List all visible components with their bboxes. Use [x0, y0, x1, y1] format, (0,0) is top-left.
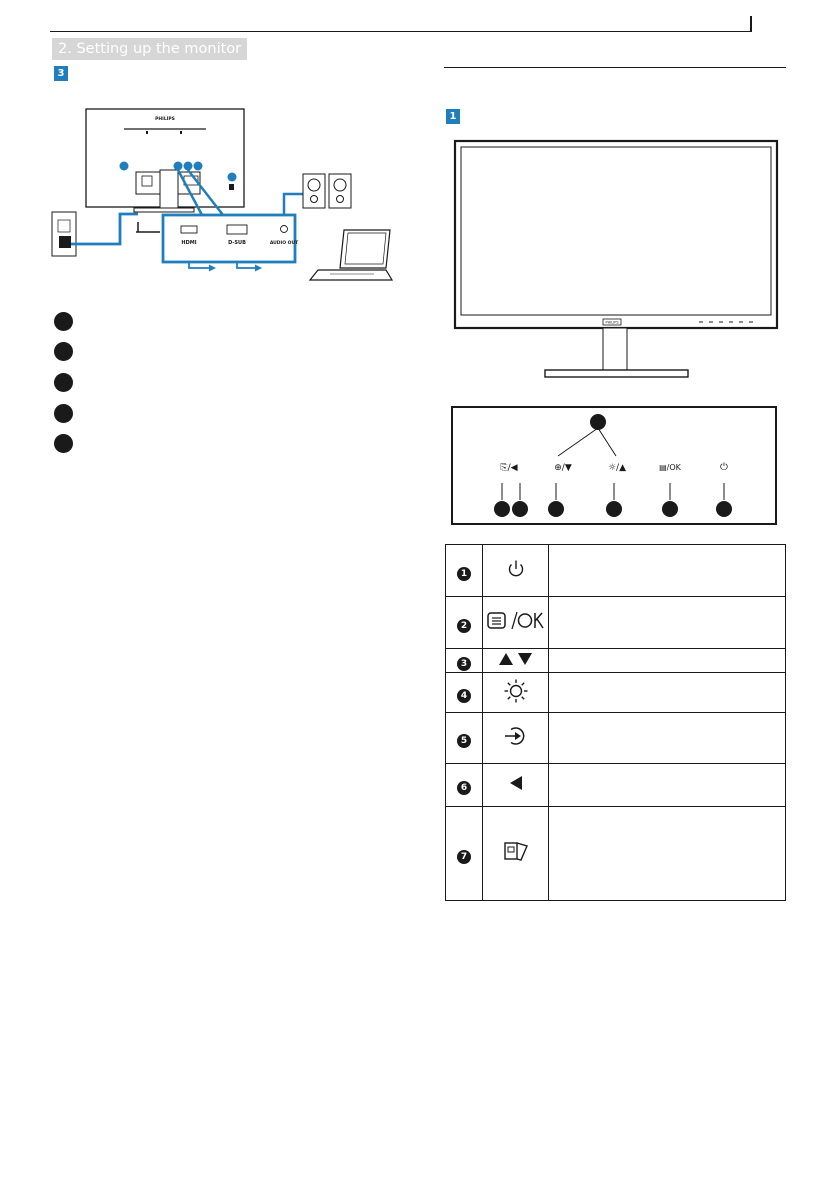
back-icon — [483, 764, 549, 807]
button-label-brightness-up: ☼/▲ — [607, 463, 627, 473]
row-number: 7 — [457, 850, 471, 864]
row-number: 4 — [457, 689, 471, 703]
row-description — [549, 764, 786, 807]
connection-diagram — [48, 104, 408, 304]
table-row — [446, 673, 786, 713]
row-number-cell — [446, 807, 483, 901]
table-row — [446, 649, 786, 673]
button-label-input-down: ⊕/▼ — [554, 463, 572, 473]
port-label-dsub: D-SUB — [228, 240, 246, 246]
legend-dot-1 — [54, 312, 73, 331]
table-row — [446, 545, 786, 597]
row-number-cell — [446, 673, 483, 713]
port-label-audio: AUDIO OUT — [269, 241, 299, 246]
button-label-menu-ok: ▤/OK — [659, 463, 681, 472]
up-down-arrows-icon — [483, 649, 549, 673]
brightness-icon — [483, 673, 549, 713]
row-number-cell — [446, 597, 483, 649]
legend-dot-2 — [54, 342, 73, 361]
table-row — [446, 597, 786, 649]
button-label-power: ⏻ — [720, 462, 728, 473]
control-button-diagram — [451, 406, 777, 525]
row-description — [549, 649, 786, 673]
section-title: 2. Setting up the monitor — [52, 38, 247, 60]
step-badge-right: 1 — [446, 109, 460, 124]
legend-dot-5 — [54, 434, 73, 453]
row-number: 6 — [457, 781, 471, 795]
row-number-cell — [446, 545, 483, 597]
row-number: 5 — [457, 734, 471, 748]
power-icon — [483, 545, 549, 597]
row-description — [549, 713, 786, 764]
row-description — [549, 807, 786, 901]
port-label-hdmi: HDMI — [181, 240, 197, 246]
row-number: 3 — [457, 657, 471, 671]
monitor-back-brand: PHILIPS — [155, 117, 175, 122]
button-reference-table — [445, 544, 786, 901]
port-detail-box — [163, 215, 295, 262]
row-description — [549, 673, 786, 713]
step-badge-left: 3 — [54, 66, 68, 81]
row-number: 1 — [457, 567, 471, 581]
row-number-cell — [446, 713, 483, 764]
row-description — [549, 597, 786, 649]
top-rule — [50, 31, 750, 32]
legend-dot-3 — [54, 373, 73, 392]
button-label-smartimage-back: ⎘/◀ — [500, 463, 518, 473]
row-description — [549, 545, 786, 597]
monitor-front-brand: PHILIPS — [605, 320, 619, 325]
monitor-front-illustration — [447, 138, 789, 388]
right-column-rule — [444, 67, 786, 68]
row-number-cell — [446, 764, 483, 807]
smartimage-icon — [483, 807, 549, 901]
row-number-cell — [446, 649, 483, 673]
table-row — [446, 807, 786, 901]
menu-ok-icon — [483, 597, 549, 649]
row-number: 2 — [457, 619, 471, 633]
top-tick — [750, 16, 752, 32]
legend-dot-4 — [54, 404, 73, 423]
table-row — [446, 764, 786, 807]
table-row — [446, 713, 786, 764]
input-icon — [483, 713, 549, 764]
